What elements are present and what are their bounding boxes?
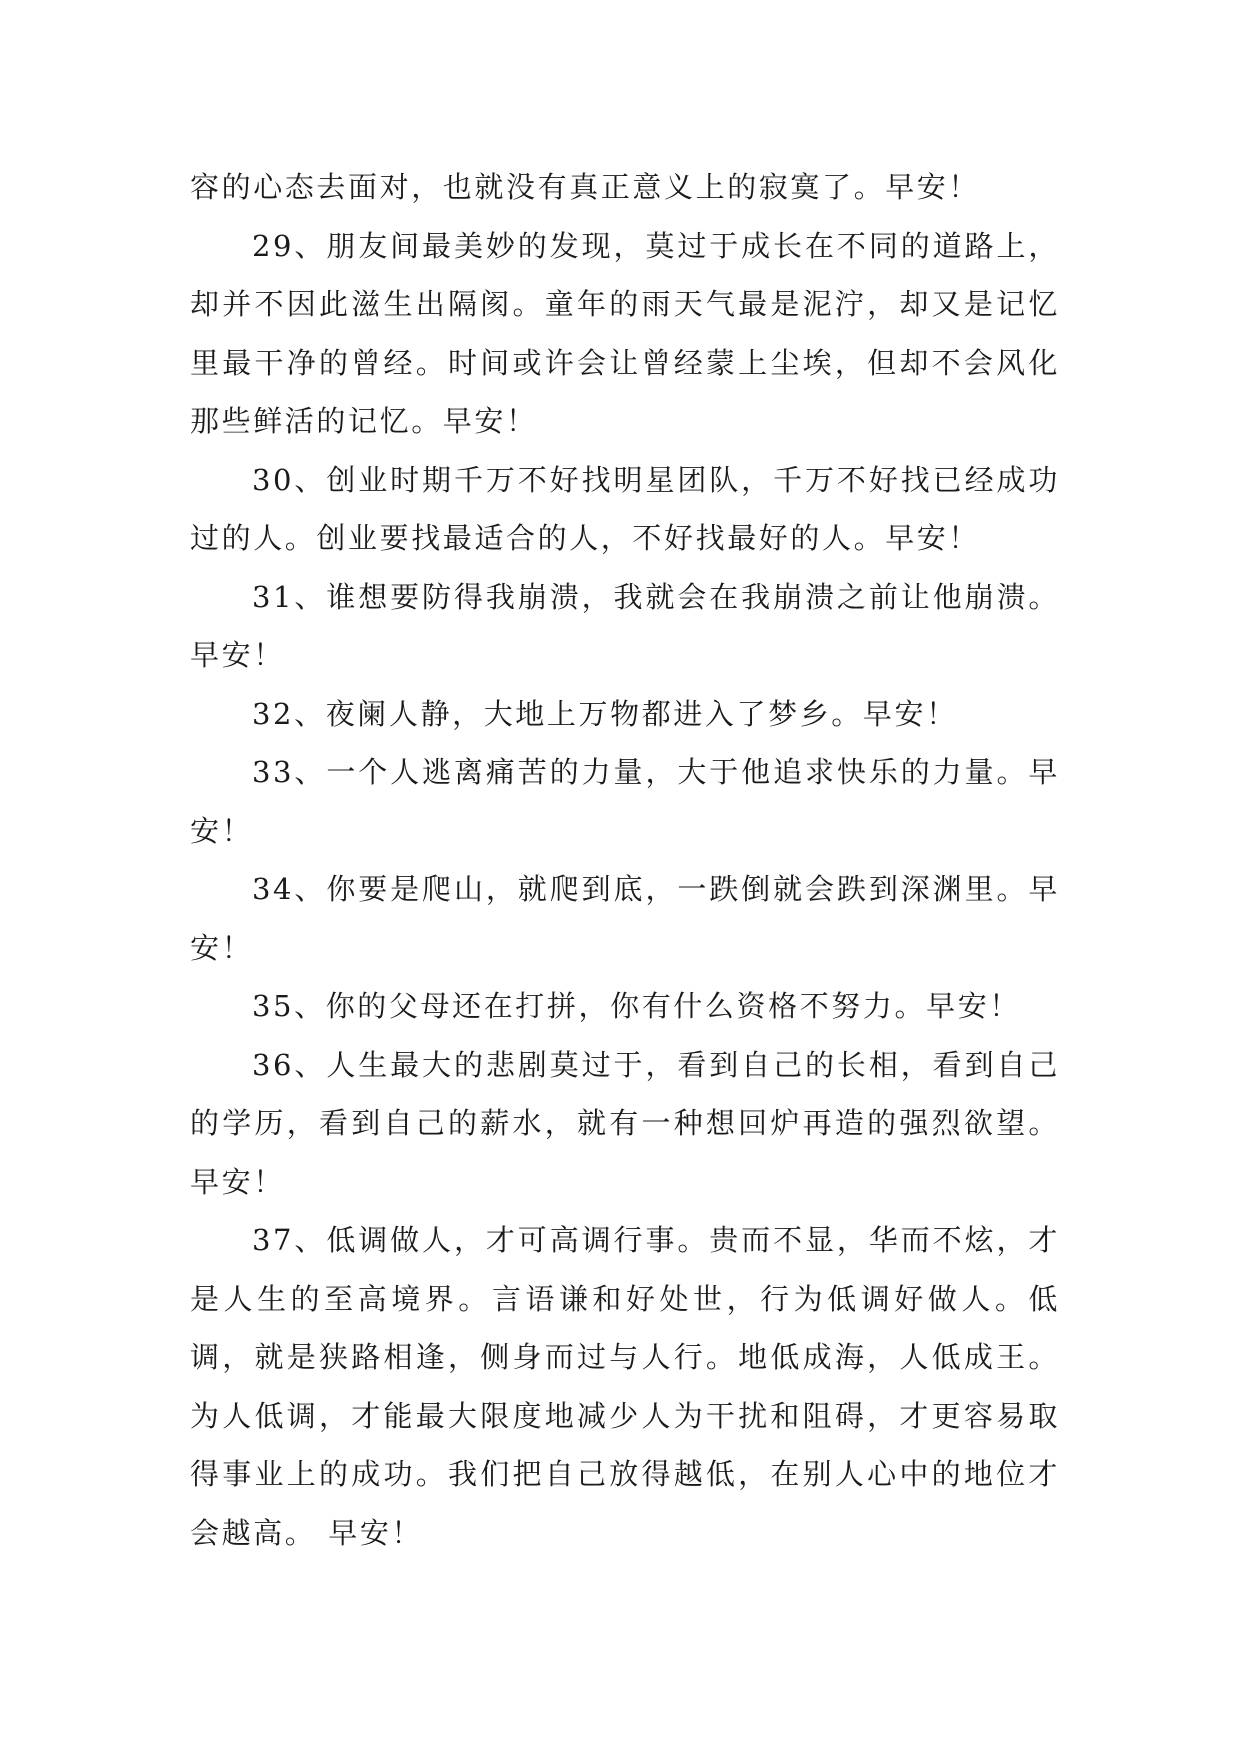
paragraph-33: 33、一个人逃离痛苦的力量，大于他追求快乐的力量。早安！: [190, 755, 1060, 848]
paragraph-34: 34、你要是爬山，就爬到底，一跌倒就会跌到深渊里。早安！: [190, 872, 1060, 965]
paragraph-32: 32、夜阑人静，大地上万物都进入了梦乡。早安！: [252, 696, 958, 731]
paragraph-31: 31、谁想要防得我崩溃，我就会在我崩溃之前让他崩溃。早安！: [190, 579, 1060, 672]
paragraph-continuation: 容的心态去面对，也就没有真正意义上的寂寞了。早安！: [190, 170, 981, 204]
paragraph-30: 30、创业时期千万不好找明星团队，千万不好找已经成功过的人。创业要找最适合的人，不好找最好的人。早安！: [190, 462, 1060, 555]
document-body: [190, 158, 1060, 1562]
paragraph-37: 37、低调做人，才可高调行事。贵而不显，华而不炫，才是人生的至高境界。言语谦和好处世，行为低调好做人。低调，就是狭路相逢，侧身而过与人行。地低成海，人低成王。为人低调，才能最大限度地减少人为干扰和阻碍，才更容易取得事业上的成功。我们把自己放得越低，在别人心中的地位才会越高。 早安！: [190, 1223, 1060, 1550]
paragraph-36: 36、人生最大的悲剧莫过于，看到自己的长相，看到自己的学历，看到自己的薪水，就有一种想回炉再造的强烈欲望。早安！: [190, 1047, 1060, 1199]
paragraph-29: 29、朋友间最美妙的发现，莫过于成长在不同的道路上，却并不因此滋生出隔阂。童年的雨天气最是泥泞，却又是记忆里最干净的曾经。时间或许会让曾经蒙上尘埃，但却不会风化那些鲜活的记忆。早安！: [190, 228, 1060, 438]
paragraph-35: 35、你的父母还在打拼，你有什么资格不努力。早安！: [252, 989, 1021, 1023]
